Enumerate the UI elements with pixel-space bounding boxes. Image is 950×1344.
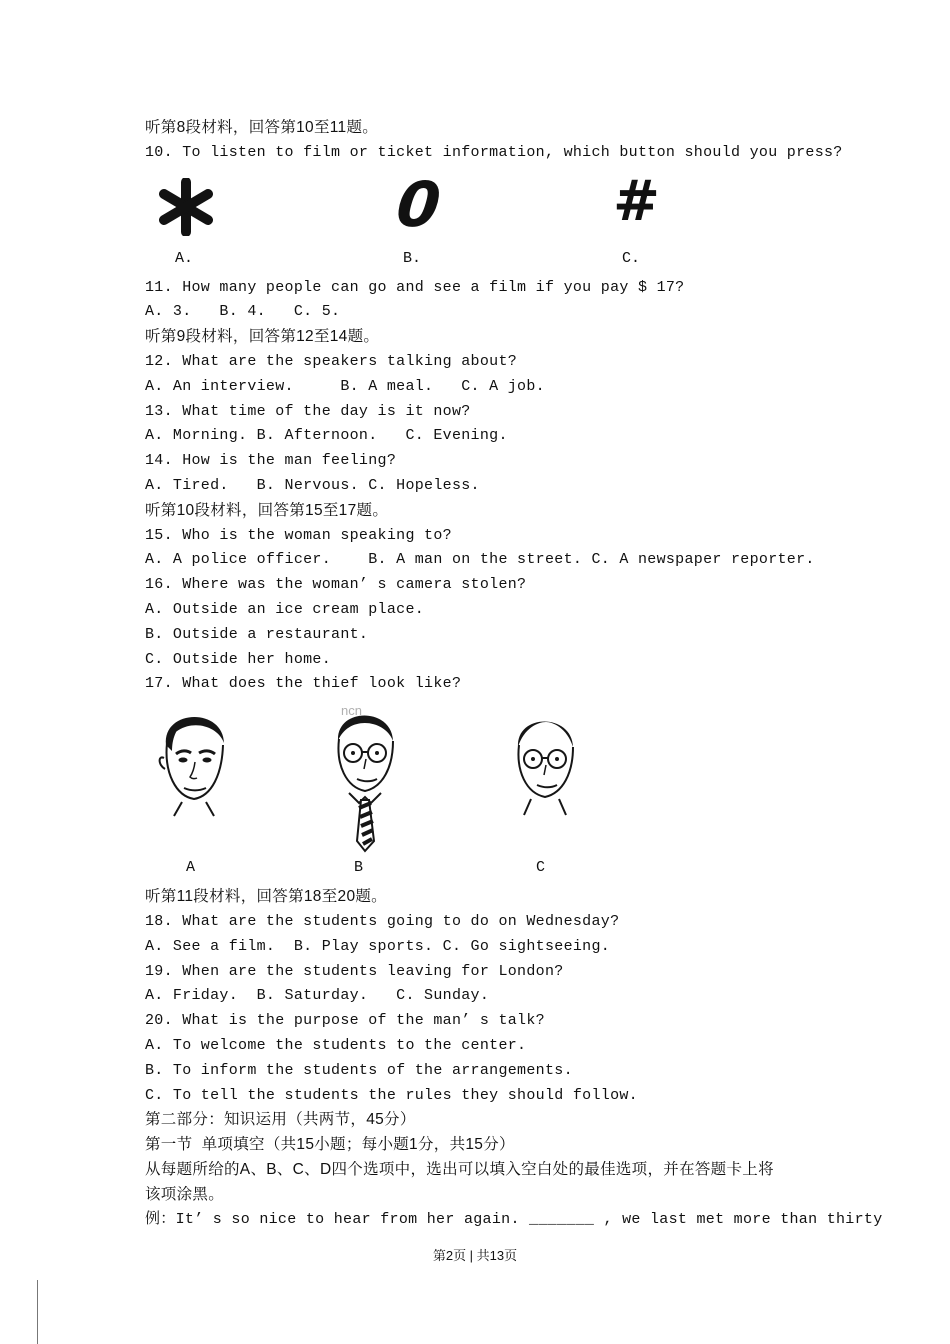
question-13-text: 13. What time of the day is it now? xyxy=(145,402,471,420)
symbol-label-c: C. xyxy=(622,249,641,267)
question-12-options: A. An interview. B. A meal. C. A job. xyxy=(145,377,545,395)
question-16-option-a: A. Outside an ice cream place. xyxy=(145,600,425,618)
scan-artifact-line xyxy=(37,1280,38,1344)
part-2-header: 第二部分：知识运用（共两节，45分） xyxy=(145,1111,416,1129)
question-17-text: 17. What does the thief look like? xyxy=(145,675,462,693)
question-14-options: A. Tired. B. Nervous. C. Hopeless. xyxy=(145,476,480,494)
section-11-header: 听第11段材料，回答第18至20题。 xyxy=(145,888,387,906)
exam-page-content xyxy=(145,116,883,1232)
section-8-header: 听第8段材料，回答第10至11题。 xyxy=(145,119,379,136)
zero-key-symbol: 0 xyxy=(393,167,445,241)
question-16-option-b: B. Outside a restaurant. xyxy=(145,625,369,643)
question-15-text: 15. Who is the woman speaking to? xyxy=(145,526,452,544)
section-10-header: 听第10段材料，回答第15至17题。 xyxy=(145,501,389,519)
face-sketch-b-image xyxy=(327,701,403,861)
question-16-option-c: C. Outside her home. xyxy=(145,650,332,668)
asterisk-key-icon xyxy=(159,178,213,241)
section-9-header: 听第9段材料，回答第12至14题。 xyxy=(145,328,380,346)
symbol-label-a: A. xyxy=(175,249,194,267)
question-11-options: A. 3. B. 4. C. 5. xyxy=(145,303,341,321)
question-16-text: 16. Where was the woman’ s camera stolen? xyxy=(145,576,527,594)
part-2-section-1-header: 第一节 单项填空（共15小题；每小题1分，共15分） xyxy=(145,1136,515,1154)
hash-key-symbol: # xyxy=(613,168,660,234)
question-19-text: 19. When are the students leaving for London? xyxy=(145,962,564,980)
question-13-options: A. Morning. B. Afternoon. C. Evening. xyxy=(145,427,508,445)
question-20-option-a: A. To welcome the students to the center. xyxy=(145,1036,527,1054)
question-10-symbol-row xyxy=(145,167,835,250)
face-sketch-c-image xyxy=(507,705,583,828)
question-20-option-c: C. To tell the students the rules they should follow. xyxy=(145,1086,638,1104)
question-12-text: 12. What are the speakers talking about? xyxy=(145,352,518,370)
question-20-text: 20. What is the purpose of the man’ s talk? xyxy=(145,1012,545,1030)
question-10-symbol-labels xyxy=(145,250,835,276)
face-label-b: B xyxy=(354,859,364,877)
question-14-text: 14. How is the man feeling? xyxy=(145,452,397,470)
question-15-options: A. A police officer. B. A man on the street. C. A newspaper reporter. xyxy=(145,551,815,569)
question-11-text: 11. How many people can go and see a film if you pay $ 17? xyxy=(145,278,685,296)
example-sentence: 例：It’ s so nice to hear from her again. _______ , we last met more than thirty xyxy=(145,1210,883,1228)
symbol-label-b: B. xyxy=(403,249,422,267)
question-19-options: A. Friday. B. Saturday. C. Sunday. xyxy=(145,987,490,1005)
face-sketch-a-image xyxy=(153,701,233,824)
question-10-text: 10. To listen to film or ticket information, which button should you press? xyxy=(145,143,843,161)
face-label-a: A xyxy=(186,859,196,877)
question-18-options: A. See a film. B. Play sports. C. Go sightseeing. xyxy=(145,937,611,955)
page-number-footer: 第2页 | 共13页 xyxy=(432,1248,518,1263)
face-label-c: C xyxy=(536,859,546,877)
question-17-face-labels xyxy=(145,859,835,885)
part-2-instructions-line-1: 从每题所给的A、B、C、D四个选项中，选出可以填入空白处的最佳选项，并在答题卡上将 xyxy=(145,1160,774,1178)
watermark-text: ncn xyxy=(341,703,362,719)
part-2-instructions-line-2: 该项涂黑。 xyxy=(145,1185,225,1203)
question-18-text: 18. What are the students going to do on Wednesday? xyxy=(145,912,620,930)
question-20-option-b: B. To inform the students of the arrangements. xyxy=(145,1061,573,1079)
question-17-face-row xyxy=(145,701,835,859)
